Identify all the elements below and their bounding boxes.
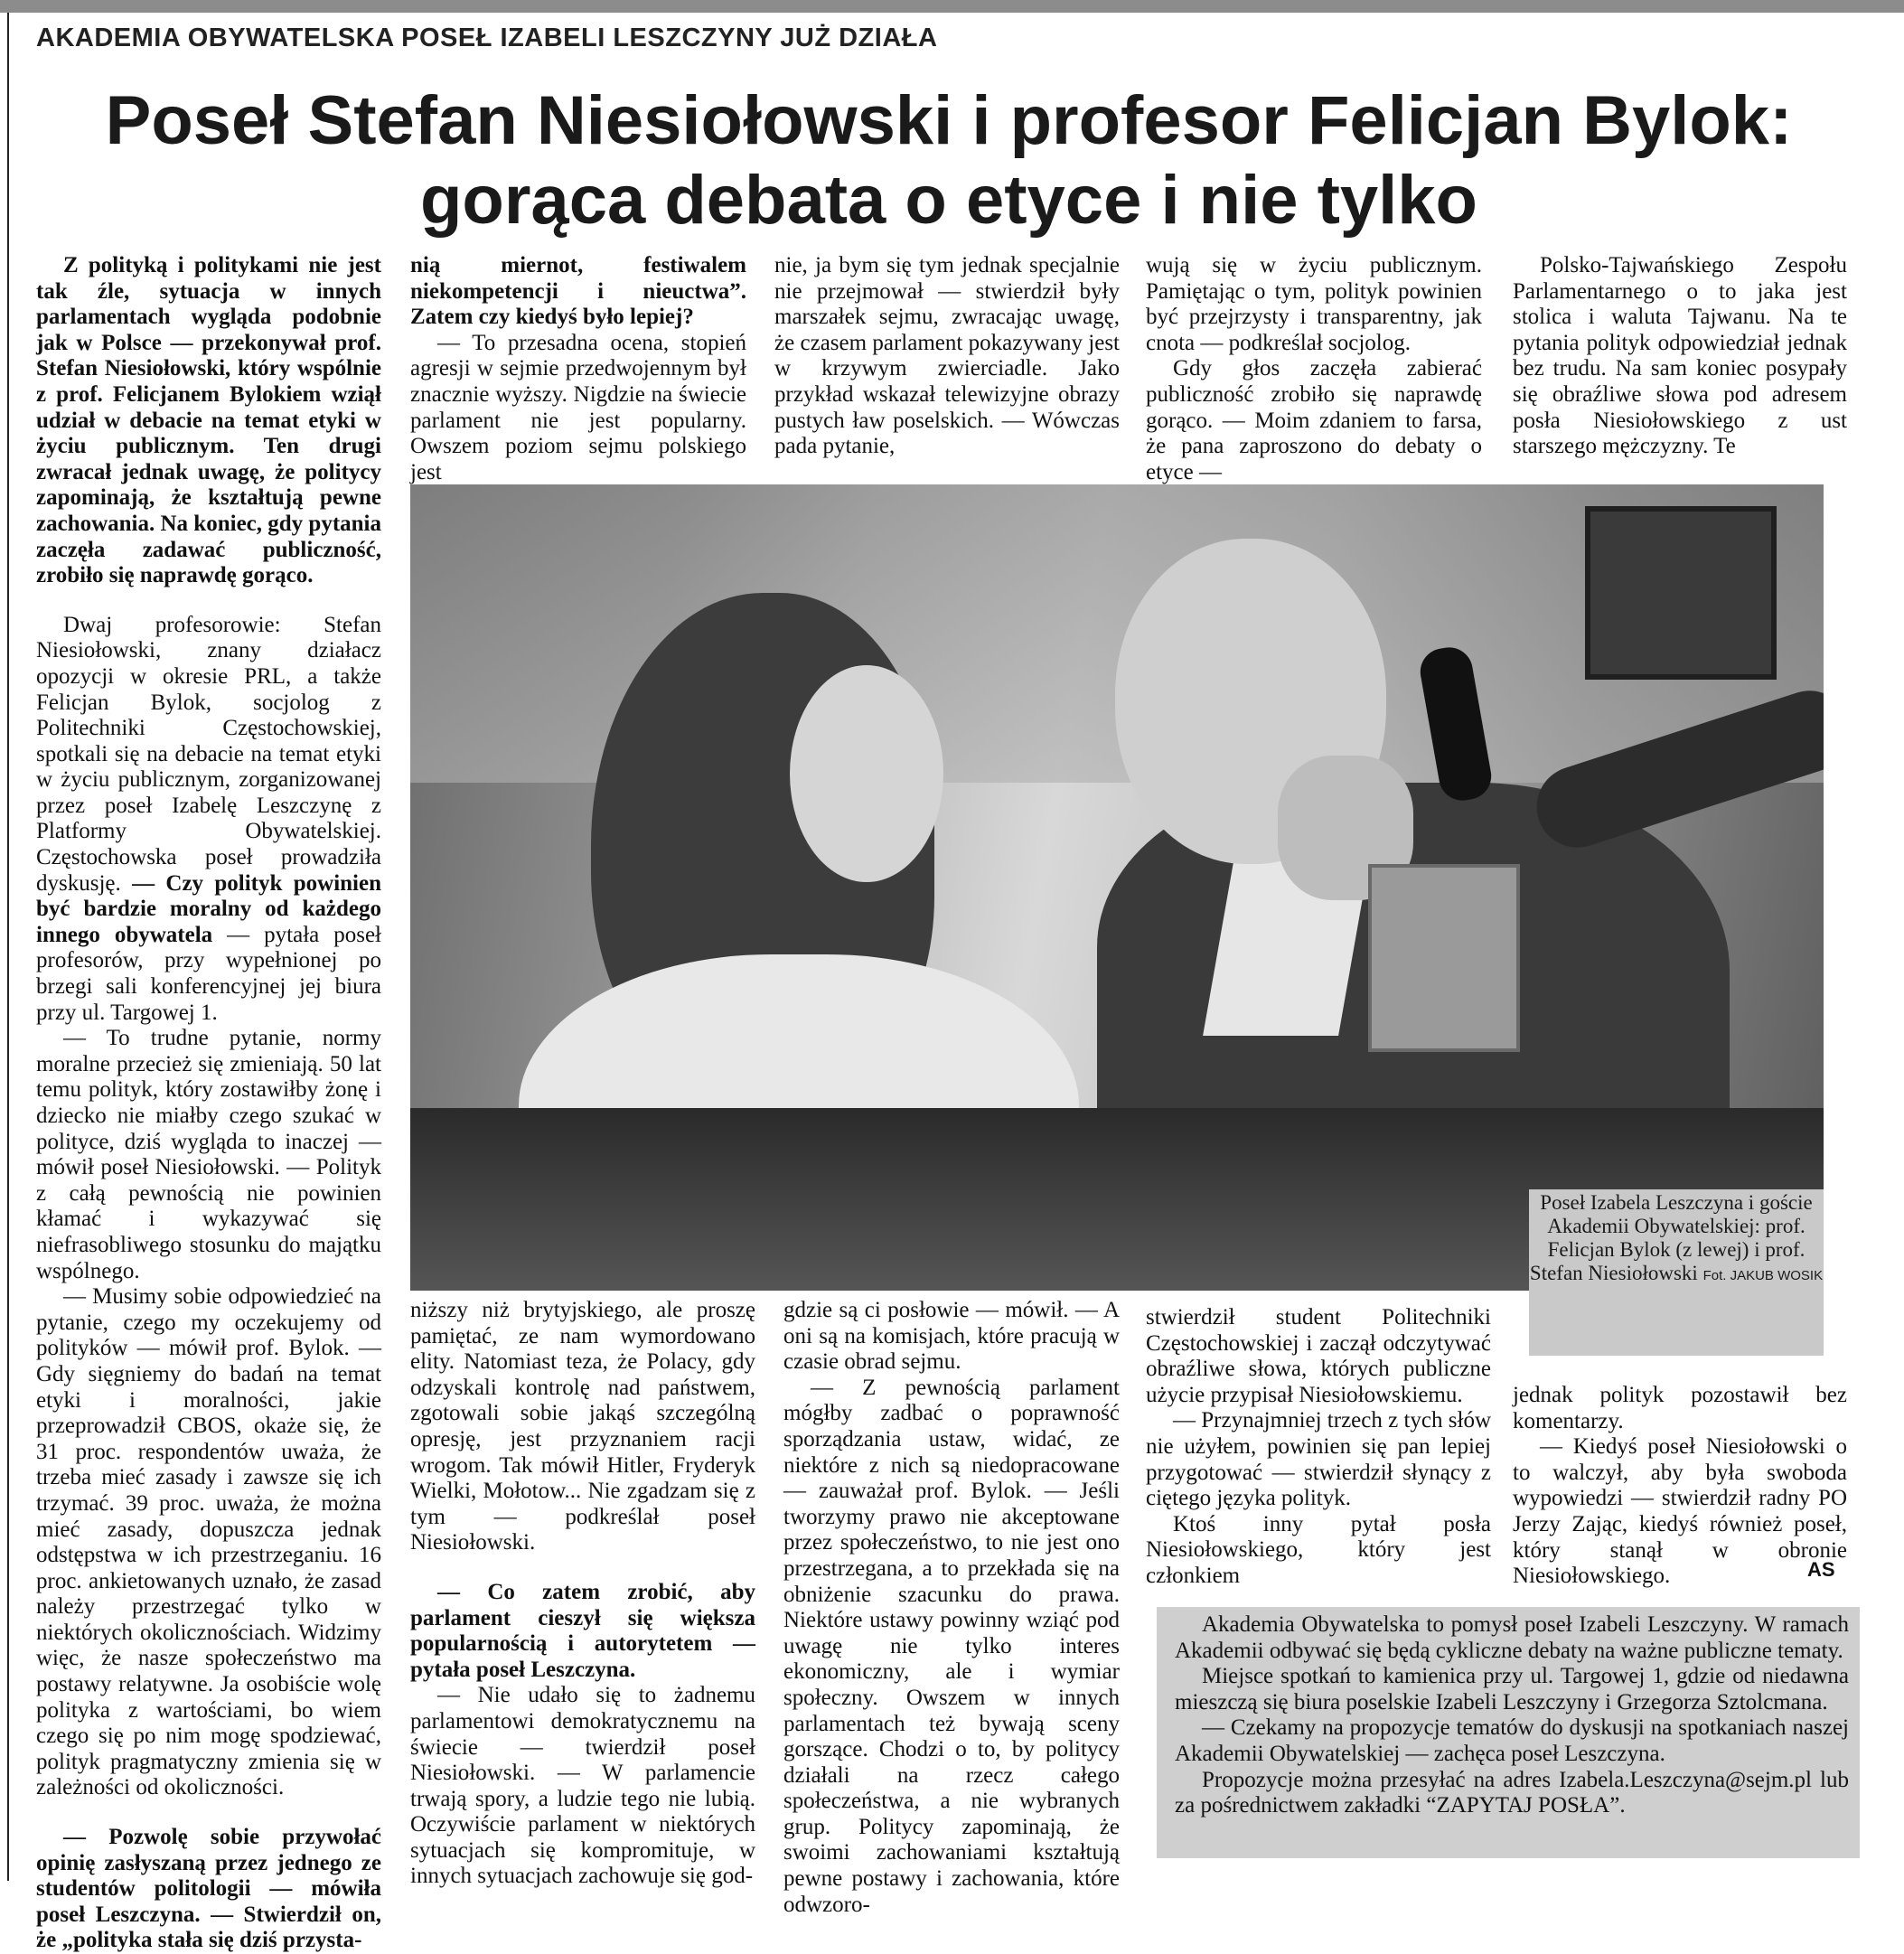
headline-line-1: Poseł Stefan Niesiołowski i profesor Felicjan Bylok:	[105, 82, 1793, 159]
column-2-bottom	[410, 1298, 755, 1890]
article-paragraph: — Pozwolę sobie przywołać opinię zasłyszaną przez jednego ze studentów politologii — mówiła poseł Leszczyna. — Stwierdził on, że „polityka stała się dziś przysta-	[36, 1825, 381, 1953]
article-paragraph: — Nie udało się to żadnemu parlamentowi demokratycznemu na świecie — twierdził poseł Niesiołowski. — W parlamencie trwają spory, a ludzie tego nie lubią. Oczywiście parlament w niektórych sytuacjach się kompromituje, w innych sytuacjach zachowuje się god-	[410, 1683, 755, 1889]
article-paragraph: — Z pewnością parlament mógłby zadbać o poprawność sporządzania ustaw, widać, ze niektóre z nich są niedopracowane — zauważał prof. Bylok. — Jeśli tworzymy prawo nie akceptowane przez społeczeństwo, to nie jest ono przestrzegana, a to przekłada się na obniżenie szacunku do prawa. Niektóre ustawy powinny wziąć pod uwagę nie tylko interes ekonomiczny, ale i wymiar społeczny. Owszem w innych parlamentach też bywają sceny gorszące. Chodzi o to, by politycy działali na rzecz całego społeczeństwa, a nie wybranych grup. Politycy zapominają, że swoimi zachowaniami kształtują pewne postawy i zachowania, które odwzoro-	[783, 1375, 1120, 1917]
photo-caption	[1529, 1189, 1824, 1356]
caption-text: Poseł Izabela Leszczyna i goście Akademii Obywatelskiej: prof. Felicjan Bylok (z lewej) i prof. Stefan Niesiołowski	[1529, 1191, 1813, 1284]
article-paragraph: — Kiedyś poseł Niesiołowski o to walczył, aby była swoboda wypowiedzi — stwierdził radny PO Jerzy Zając, kiedyś również poseł, który stanął w obronie Niesiołowskiego.	[1513, 1434, 1847, 1589]
info-paragraph: Akademia Obywatelska to pomysł poseł Izabeli Leszczyny. W ramach Akademii odbywać się będą cykliczne debaty na ważne publiczne tematy.	[1175, 1612, 1849, 1663]
column-1	[36, 253, 381, 1954]
article-paragraph: nią miernot, festiwalem niekompetencji i nieuctwa”. Zatem czy kiedyś było lepiej?	[410, 253, 746, 330]
top-border-strip	[0, 0, 1904, 13]
info-paragraph: — Czekamy na propozycje tematów do dyskusji na spotkaniach naszej Akademii Obywatelskiej — zachęca poseł Leszczyna.	[1175, 1715, 1849, 1766]
paragraph-text: — pytała poseł profesorów, przy wypełnionej po brzegi sali konferencyjnej jej biura przy ul. Targowej 1.	[36, 922, 382, 1025]
column-3-bottom	[783, 1298, 1120, 1918]
article-paragraph: Ktoś inny pytał posła Niesiołowskiego, który jest członkiem	[1146, 1511, 1491, 1588]
left-column-rule	[7, 13, 9, 1881]
article-paragraph: nie, ja bym się tym jednak specjalnie nie przejmował — stwierdził były marszałek sejmu, zwracając uwagę, że czasem parlament pokazywany jest w krzywym zwierciadle. Jako przykład wskazał telewizyjne obrazy pustych ław poselskich. — Wówczas pada pytanie,	[774, 253, 1120, 459]
article-paragraph: — Musimy sobie odpowiedzieć na pytanie, czego my oczekujemy od polityków — mówił prof. Bylok. — Gdy sięgniemy do badań na temat etyki i moralności, jakie przeprowadził CBOS, okaże się, że 31 proc. respondentów uważa, że trzeba mieć zasady i zawsze się ich trzymać. 39 proc. uważa, że można mieć zasady, dopuszcza jednak odstępstwa w ich przestrzeganiu. 16 proc. ankietowanych uznało, że zasad należy przestrzegać tylko w niektórych okolicznościach. Widzimy więc, że nasze społeczeństwo ma postawy relatywne. Ja osobiście wolę polityka z wartościami, bo wiem czego się po nim mogę spodziewać, polityk pragmatyczny zmienia się w zależności od okoliczności.	[36, 1284, 381, 1800]
column-3-top	[774, 253, 1120, 460]
photo-book	[1368, 864, 1520, 1052]
column-5-top	[1513, 253, 1847, 460]
article-paragraph: — Przynajmniej trzech z tych słów nie użyłem, powinien się pan lepiej przygotować — stwierdził słynący z ciętego języka polityk.	[1146, 1408, 1491, 1511]
photo-woman-face	[790, 665, 943, 882]
article-paragraph: niższy niż brytyjskiego, ale proszę pamiętać, ze nam wymordowano elity. Natomiast teza, że Polacy, gdy odzyskali kontrolę nad państwem, zgotowali sobie jakąś szczególną opresję, jest przyznaniem racji wrogom. Tak mówił Hitler, Fryderyk Wielki, Mołotow... Nie zgadzam się z tym — podkreślał poseł Niesiołowski.	[410, 1298, 755, 1555]
column-4-bottom	[1146, 1305, 1491, 1590]
author-signature: AS	[1807, 1558, 1835, 1581]
paragraph-text: Dwaj profesorowie: Stefan Niesiołowski, znany działacz opozycji w okresie PRL, a także Felicjan Bylok, socjolog z Politechniki Częstochowskiej, spotkali się na debacie na temat etyki w życiu publicznym, zorganizowanej przez poseł Izabelę Leszczynę z Platformy Obywatelskiej. Częstochowska poseł prowadziła dyskusję.	[36, 612, 381, 896]
paragraph-text: — pytała poseł Leszczyna.	[410, 1631, 756, 1682]
article-paragraph: — To trudne pytanie, normy moralne przecież się zmieniają. 50 lat temu polityk, który zostawiłby żonę i dziecko nie miałby czego szukać w polityce, dziś wygląda to inaczej — mówił poseł Niesiołowski. — Polityk z całą pewnością nie powinien kłamać i wykazywać się niefrasobliwego stosunku do majątku wspólnego.	[36, 1026, 381, 1283]
article-paragraph: Gdy głos zaczęła zabierać publiczność zrobiło się naprawdę gorąco. — Moim zdaniem to farsa, że pana zaproszono do debaty o etyce —	[1146, 356, 1482, 484]
article-paragraph	[36, 613, 381, 1027]
column-4-top	[1146, 253, 1482, 485]
bold-question: — Co zatem zrobić, aby parlament cieszył się większa popularnością i autorytetem	[410, 1579, 755, 1657]
article-paragraph: Polsko-Tajwańskiego Zespołu Parlamentarnego o to jaka jest stolica i waluta Tajwanu. Na te pytania polityk odpowiedział jednak bez trudu. Na sam koniec posypały się obraźliwe słowa pod adresem posła Niesiołowskiego z ust starszego mężczyzny. Te	[1513, 253, 1847, 459]
article-paragraph: gdzie są ci posłowie — mówił. — A oni są na komisjach, które pracują w czasie obrad sejmu.	[783, 1298, 1120, 1375]
headline	[36, 81, 1862, 240]
photo-wall-frame	[1585, 506, 1777, 680]
info-box	[1157, 1607, 1860, 1858]
lead-paragraph: Z polityką i politykami nie jest tak źle, sytuacja w innych parlamentach wygląda podobnie jak w Polsce — przekonywał prof. Stefan Niesiołowski, który wspólnie z prof. Felicjanem Bylokiem wziął udział w debacie na temat etyki w życiu publicznym. Ten drugi zwracał jednak uwagę, że politycy zapominają, że kształtują pewne zachowania. Na koniec, gdy pytania zaczęła zadawać publiczność, zrobiło się naprawdę gorąco.	[36, 253, 381, 588]
article-paragraph: — To przesadna ocena, stopień agresji w sejmie przedwojennym był znacznie wyższy. Nigdzie na świecie parlament nie jest popularny. Owszem poziom sejmu polskiego jest	[410, 330, 746, 484]
bold-question: — Czy polityk powinien być bardzie moralny od każdego innego obywatela	[36, 870, 381, 947]
kicker: AKADEMIA OBYWATELSKA POSEŁ IZABELI LESZCZYNY JUŻ DZIAŁA	[36, 23, 938, 52]
column-2-top	[410, 253, 746, 485]
column-5-bottom	[1513, 1383, 1847, 1590]
article-paragraph	[410, 1580, 755, 1683]
info-paragraph: Propozycje można przesyłać na adres Izabela.Leszczyna@sejm.pl lub za pośrednictwem zakładki “ZAPYTAJ POSŁA”.	[1175, 1767, 1849, 1818]
photo-credit: Fot. JAKUB WOSIK	[1702, 1268, 1824, 1283]
article-photo	[410, 484, 1824, 1291]
article-paragraph: jednak polityk pozostawił bez komentarzy.	[1513, 1383, 1847, 1433]
info-paragraph: Miejsce spotkań to kamienica przy ul. Targowej 1, gdzie od niedawna mieszczą się biura poselskie Izabeli Leszczyny i Grzegorza Sztolcmana.	[1175, 1664, 1849, 1714]
article-paragraph: stwierdził student Politechniki Częstochowskiej i zaczął odczytywać obraźliwe słowa, których publiczne użycie przypisał Niesiołowskiemu.	[1146, 1305, 1491, 1407]
headline-line-2: gorąca debata o etyce i nie tylko	[420, 162, 1477, 239]
article-paragraph: wują się w życiu publicznym. Pamiętając o tym, polityk powinien być przejrzysty i transparentny, jak cnota — podkreślał socjolog.	[1146, 253, 1482, 355]
